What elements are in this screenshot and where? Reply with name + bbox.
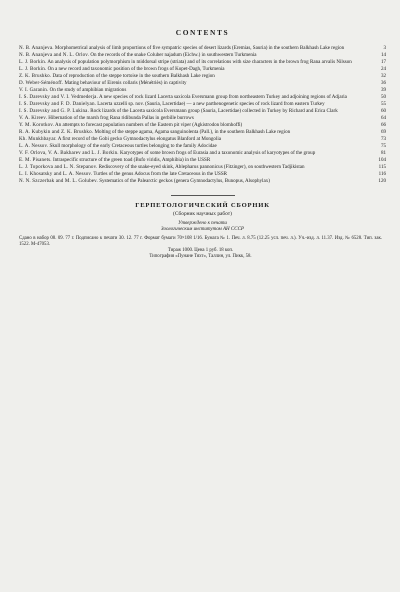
toc-page-number: 36 [380,80,386,86]
toc-page-number: 104 [378,157,386,163]
toc-entry [19,179,386,185]
toc-title: Rock lizards of the Lacerta saxicola Eversmann group (Sauria, Lacertidae) collected in Turkey by Richard and Erica Clark [90,108,338,114]
print-specs: Сдано в набор 08. 09. 77 г. Подписано к печати 30. 12. 77 г. Формат бумаги 70×108 1/16. Бумага № 1. Печ. л. 8.75 (12.25 усл. печ. л.). Уч.-изд. л. 11.37. Изд. № 6528. Тип. зак. 1522. М-47053. [19,235,382,247]
toc-page-number: 75 [380,143,386,149]
colophon-title: ГЕРПЕТОЛОГИЧЕСКИЙ СБОРНИК [135,201,270,209]
toc-authors: E. M. Pisanets. [19,157,52,163]
toc-authors: V. I. Garanin. [19,87,49,93]
toc-page-number: 81 [380,150,386,156]
toc-authors: I. S. Darevsky and V. I. Vedmederja. [19,94,98,100]
toc-title: Intraspecific structure of the green toad (Bufo viridis, Amphibia) in the USSR [52,157,211,163]
colophon-subtitle: (Сборник научных работ) [173,210,232,217]
toc-page-number: 3 [383,45,386,51]
toc-page-number: 24 [380,66,386,72]
toc-title: Data of reproduction of the steppe tortoise in the southern Balkhash Lake region [52,73,215,79]
toc-authors: L. J. Toporkova and L. N. Stepanov. [19,164,98,170]
toc-authors: N. B. Ananjeva. [19,45,54,51]
toc-title: On the records of the snake Coluber najadum (Eichw.) in southwestern Turkmenia [90,52,257,58]
toc-title: Molting of the steppe agama, Agama sanguinolenta (Pall.), in the southern Balkhash Lake region [94,129,291,135]
toc-page-number: 64 [380,115,386,121]
toc-title: Hibernation of the marsh frog Rana ridibunda Pallas in gerbille burrows [48,115,194,121]
approval-institution: Зоологическим институтом АН СССР [161,226,244,232]
toc-page-number: 116 [378,171,386,177]
printing-house: Типография «Пунане Тяхт», Таллин, ул. Пикк, 58. [149,253,252,259]
toc-title: A first record of the Gobi gecko Gymnodactylus elongatus Blanford at Mongolia [57,136,221,142]
toc-title: An attempts to forecast population numbers of the Eastern pit viper (Agkistrodon blomhoffi) [55,122,243,128]
approval-line: Утверждено к печати [178,220,227,226]
toc-authors: R. A. Kubykin and Z. K. Brushko. [19,129,94,135]
toc-authors: L. I. Khosatsky and L. A. Nessov. [19,171,93,177]
toc-page-number: 17 [380,59,386,65]
toc-page-number: 39 [380,87,386,93]
toc-authors: L. A. Nessov. [19,143,49,149]
toc-authors: N. B. Ananjeva and N. L. Orlov. [19,52,90,58]
toc-authors: Z. K. Brushko. [19,73,52,79]
publication-details [19,236,386,260]
toc-authors: L. J. Borkin. [19,66,47,72]
toc-title: Skull morphology of the early Cretaceous turtles belonging to the family Adocidae [49,143,217,149]
toc-title: A new species of rock lizard Lacerta saxicola Eversmann group from northeastern Turkey and adjoining regions of Adjaria [98,94,347,100]
toc-page-number: 73 [380,136,386,142]
toc-page-number: 60 [380,108,386,114]
toc-page-number: 55 [380,101,386,107]
toc-title: Mating behaviour of Eirenis collaris (Ménétriès) in captivity [64,80,187,86]
toc-title: An analysis of population polymorphism in middorsal stripe (striata) and of its correlations with size characters in the brown frog Rana arvalis Nilsson [47,59,352,65]
toc-page-number: 32 [380,73,386,79]
toc-authors: D. Weber-Séménoff. [19,80,64,86]
toc-authors: I. S. Darevsky and F. D. Danielyan. [19,101,97,107]
toc-authors: N. N. Szczerbak and M. L. Golubev. [19,178,98,184]
toc-authors: V. A. Kireev. [19,115,48,121]
toc-page-number: 115 [378,164,386,170]
toc-authors: I. S. Darevsky and G. P. Lukina. [19,108,89,114]
toc-page-number: 50 [380,94,386,100]
toc-title: On a new record and taxonomic position of the brown frogs of Kopet-Dagh, Turkmenia [47,66,225,72]
toc-title: Morphometrical analysis of limb proportions of five sympatric species of desert lizards (Eremias, Sauria) in the southern Balkhash Lake region [54,45,345,51]
contents-heading: CONTENTS [175,28,230,37]
toc-page-number: 120 [378,178,386,184]
toc-authors: Kh. Munkhbayar. [19,136,57,142]
toc-authors: V. F. Orlova, V. A. Bakharev and L. J. Borkin. [19,150,119,156]
toc-title: Karyotypes of some brown frogs of Eurasia and a taxonomic analysis of karyotypes of the group [119,150,316,156]
toc-page-number: 69 [380,129,386,135]
table-of-contents [19,46,386,185]
toc-title: Rediscovery of the snake-eyed skink, Ablepharus pannonicus (Fitzinger), on southwestern Tadjikistan [98,164,305,170]
approval-note [19,221,386,233]
toc-authors: L. J. Borkin. [19,59,47,65]
toc-title: Systematics of the Palearctic geckos (genera Gymnodactylus, Bunopus, Alsophylax) [99,178,270,184]
section-divider [171,195,235,196]
toc-title: On the study of amphibian migrations [49,87,127,93]
toc-entry-text [19,179,366,185]
toc-page-number: 14 [380,52,386,58]
toc-title: Turtles of the genus Adocus from the late Cretaceous in the USSR [93,171,228,177]
toc-title: Lacerta uzzelli sp. nov. (Sauria, Lacertidae) — a new parthenogenetic species of rock lizard from eastern Turkey [97,101,325,107]
colophon [19,202,386,233]
toc-page-number: 66 [380,122,386,128]
print-run: Тираж 1000. Цена 1 руб. 18 коп. [167,247,234,253]
toc-authors: Y. M. Korotkov. [19,122,55,128]
